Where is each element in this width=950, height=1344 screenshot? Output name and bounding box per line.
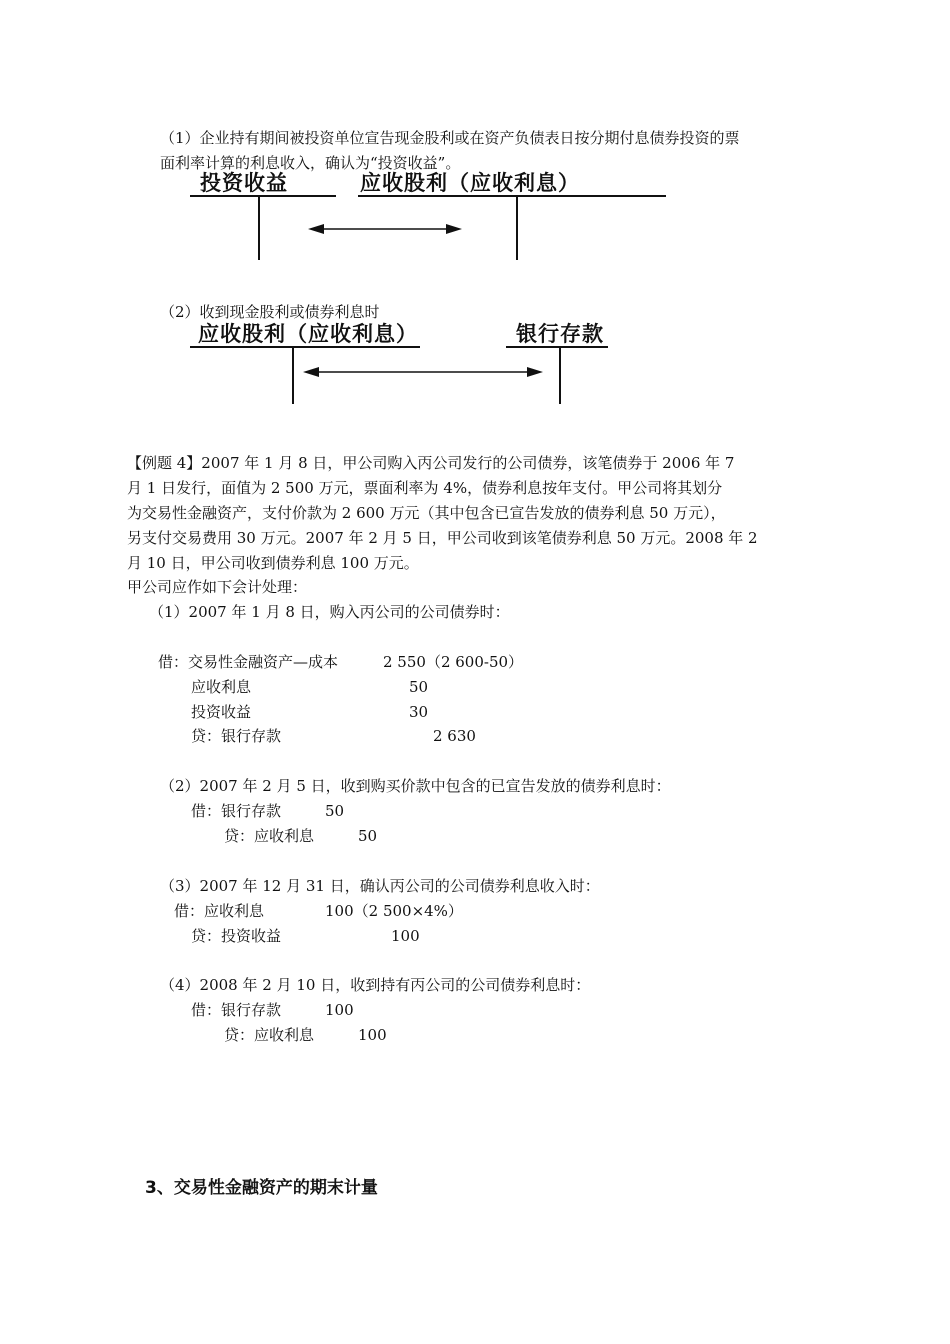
double-arrow-icon — [303, 364, 543, 380]
entry-2-debit-value: 50 — [325, 802, 345, 820]
entry-1-debit-1-value: 2 550（2 600-50） — [383, 653, 524, 671]
example-line: 月 10 日，甲公司收到债券利息 100 万元。 — [127, 554, 419, 572]
entry-2-debit-label: 借：银行存款 — [191, 802, 282, 820]
section-heading: 3、交易性金融资产的期末计量 — [145, 1178, 378, 1198]
entry-3-credit-value: 100 — [391, 927, 420, 945]
t-account-receivable: 应收股利（应收利息） — [198, 322, 418, 346]
t-account-top-line — [190, 195, 336, 197]
t-account-top-line — [506, 346, 608, 348]
t-account-investment-income: 投资收益 — [200, 171, 288, 195]
paragraph-1-line-2: 面利率计算的利息收入，确认为“投资收益”。 — [160, 154, 461, 172]
entry-4-credit-label: 贷：应收利息 — [224, 1026, 315, 1044]
entry-3-title: （3）2007 年 12 月 31 日，确认丙公司的公司债券利息收入时： — [160, 877, 600, 895]
entry-1-title: （1）2007 年 1 月 8 日，购入丙公司的公司债券时： — [149, 603, 510, 621]
t-account-top-line — [190, 346, 420, 348]
entry-2-credit-label: 贷：应收利息 — [224, 827, 315, 845]
t-account-vertical-line — [292, 347, 294, 404]
entry-1-credit-label: 贷：银行存款 — [191, 727, 282, 745]
entry-3-debit-label: 借：应收利息 — [174, 902, 265, 920]
entry-3-debit-value: 100（2 500×4%） — [325, 902, 463, 920]
entry-1-debit-3-label: 投资收益 — [191, 703, 252, 721]
t-account-bank-deposit: 银行存款 — [516, 322, 604, 346]
entry-4-title: （4）2008 年 2 月 10 日，收到持有丙公司的公司债券利息时： — [160, 976, 591, 994]
t-account-vertical-line — [559, 347, 561, 404]
entry-1-credit-value: 2 630 — [433, 727, 476, 745]
entry-4-credit-value: 100 — [358, 1026, 387, 1044]
entry-4-debit-value: 100 — [325, 1001, 354, 1019]
double-arrow-icon — [308, 221, 462, 237]
paragraph-2: （2）收到现金股利或债券利息时 — [160, 303, 380, 321]
entry-1-debit-2-label: 应收利息 — [191, 678, 252, 696]
entry-4-debit-label: 借：银行存款 — [191, 1001, 282, 1019]
example-line: 为交易性金融资产，支付价款为 2 600 万元（其中包含已宣告发放的债券利息 50 万元）， — [127, 504, 726, 522]
example-line: 月 1 日发行，面值为 2 500 万元，票面利率为 4%，债券利息按年支付。甲公司将其划分 — [127, 479, 723, 497]
example-line: 【例题 4】2007 年 1 月 8 日，甲公司购入丙公司发行的公司债券，该笔债券于 2006 年 7 — [127, 454, 735, 472]
entry-2-title: （2）2007 年 2 月 5 日，收到购买价款中包含的已宣告发放的债券利息时： — [160, 777, 671, 795]
entry-2-credit-value: 50 — [358, 827, 378, 845]
entry-1-debit-1-label: 借：交易性金融资产—成本 — [158, 653, 339, 671]
example-line: 另支付交易费用 30 万元。2007 年 2 月 5 日，甲公司收到该笔债券利息 50 万元。2008 年 2 — [127, 529, 758, 547]
entry-1-debit-3-value: 30 — [409, 703, 429, 721]
t-account-vertical-line — [258, 196, 260, 260]
example-intro: 甲公司应作如下会计处理： — [127, 578, 308, 596]
paragraph-1-line-1: （1）企业持有期间被投资单位宣告现金股利或在资产负债表日按分期付息债券投资的票 — [160, 129, 740, 147]
t-account-vertical-line — [516, 196, 518, 260]
t-account-receivable: 应收股利（应收利息） — [360, 171, 580, 195]
entry-3-credit-label: 贷：投资收益 — [191, 927, 282, 945]
t-account-top-line — [358, 195, 666, 197]
entry-1-debit-2-value: 50 — [409, 678, 429, 696]
